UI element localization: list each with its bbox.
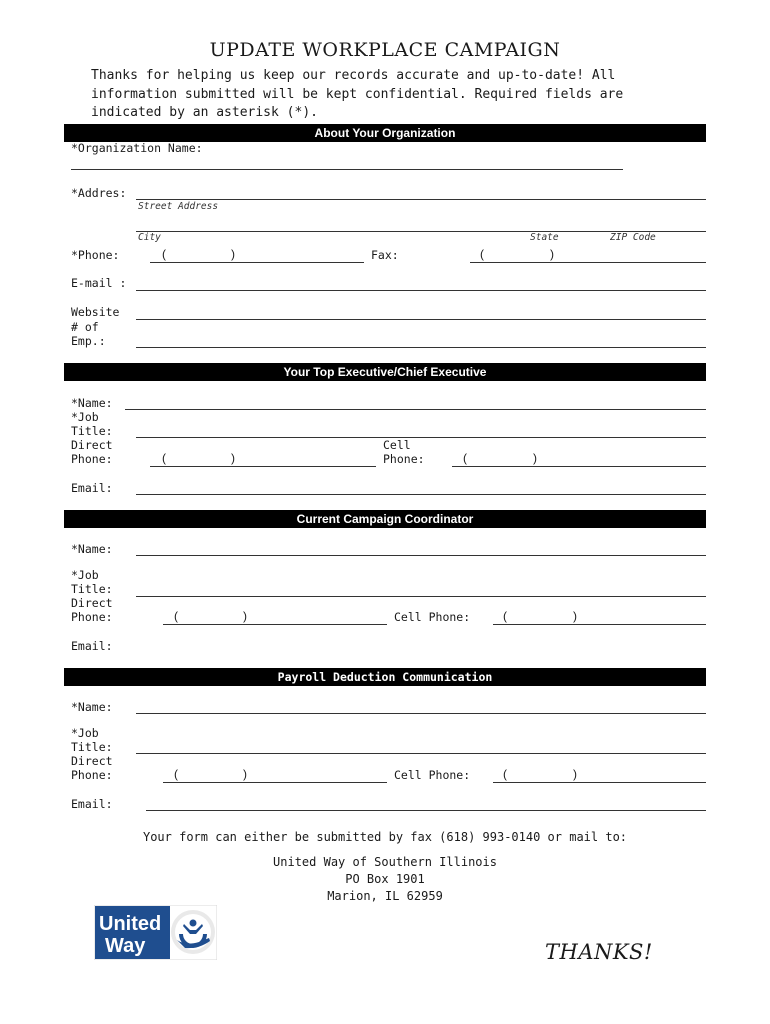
coordinator-direct-area-open: ( [174,609,178,623]
submission-instructions: Your form can either be submitted by fax (618) 993-0140 or mail to: [142,830,628,844]
section-header-payroll: Payroll Deduction Communication [64,668,706,686]
coordinator-name-label: *Name: [71,542,113,556]
exec-cell-phone-field[interactable] [452,466,706,467]
city-hint: City [138,232,161,243]
email-field[interactable] [136,290,706,291]
section-header-organization: About Your Organization [64,124,706,142]
employees-label: # of [71,320,99,334]
exec-direct-phone-field[interactable] [150,466,376,467]
coordinator-direct-phone-label: Direct [71,596,113,610]
coordinator-name-field[interactable] [136,555,706,556]
united-way-logo [94,905,217,960]
coordinator-job-title-label: *Job [71,568,99,582]
coordinator-direct-phone-field[interactable] [163,624,387,625]
intro-line: indicated by an asterisk (*). [91,105,318,120]
phone-area-close: ) [231,247,235,261]
intro-text [91,67,711,123]
exec-name-field[interactable] [125,409,706,410]
form-title: UPDATE WORKPLACE CAMPAIGN [209,39,561,61]
coordinator-direct-phone-label: Phone: [71,610,113,624]
organization-name-field[interactable] [71,169,623,170]
intro-line: information submitted will be kept confidential. Required fields are [91,86,624,102]
payroll-name-field[interactable] [136,713,706,714]
payroll-direct-phone-field[interactable] [163,782,387,783]
section-header-executive: Your Top Executive/Chief Executive [64,363,706,381]
fax-area-open: ( [480,247,484,261]
payroll-cell-phone-field[interactable] [493,782,706,783]
exec-direct-phone-label: Phone: [71,452,113,466]
fax-field[interactable] [470,262,706,263]
exec-job-title-label: *Job [71,410,99,424]
coordinator-cell-phone-field[interactable] [493,624,706,625]
website-field[interactable] [136,319,706,320]
street-address-field[interactable] [136,199,706,200]
exec-name-label: *Name: [71,396,113,410]
payroll-direct-area-close: ) [243,767,247,781]
phone-label: *Phone: [71,248,120,262]
website-label: Website [71,305,120,319]
logo-word-way: Way [105,935,146,957]
payroll-job-title-label: *Job [71,726,99,740]
phone-area-open: ( [162,247,166,261]
state-hint: State [530,232,559,243]
exec-direct-phone-label: Direct [71,438,113,452]
united-way-hand-icon [171,910,215,954]
coordinator-email-label: Email: [71,639,113,653]
exec-cell-area-close: ) [533,451,537,465]
employees-field[interactable] [136,347,706,348]
coordinator-direct-area-close: ) [243,609,247,623]
payroll-name-label: *Name: [71,700,113,714]
mailing-address-city: Marion, IL 62959 [327,889,443,903]
coordinator-cell-area-close: ) [573,609,577,623]
address-label: *Addres: [71,186,127,200]
exec-email-label: Email: [71,481,113,495]
coordinator-job-title-field[interactable] [136,596,706,597]
mailing-address-org: United Way of Southern Illinois [273,855,497,869]
phone-field[interactable] [150,262,364,263]
exec-direct-area-close: ) [231,451,235,465]
coordinator-cell-phone-label: Cell Phone: [394,610,471,624]
coordinator-job-title-label: Title: [71,582,113,596]
mailing-address-po-box: PO Box 1901 [345,872,425,886]
zip-hint: ZIP Code [610,232,656,243]
payroll-job-title-field[interactable] [136,753,706,754]
email-label: E-mail : [71,276,127,290]
payroll-cell-area-close: ) [573,767,577,781]
section-header-coordinator: Current Campaign Coordinator [64,510,706,528]
logo-word-united: United [99,913,162,935]
exec-cell-area-open: ( [463,451,467,465]
fax-area-close: ) [550,247,554,261]
payroll-direct-phone-label: Phone: [71,768,113,782]
payroll-job-title-label: Title: [71,740,113,754]
intro-line: Thanks for helping us keep our records accurate and up-to-date! All [91,68,616,83]
payroll-direct-area-open: ( [174,767,178,781]
united-way-logo-graphic [94,905,217,960]
payroll-cell-area-open: ( [503,767,507,781]
payroll-direct-phone-label: Direct [71,754,113,768]
payroll-email-field[interactable] [146,810,706,811]
street-address-hint: Street Address [138,201,219,212]
exec-cell-phone-label: Cell [383,438,411,452]
exec-cell-phone-label: Phone: [383,452,425,466]
thanks-signature: THANKS! [545,940,653,964]
payroll-email-label: Email: [71,797,113,811]
coordinator-cell-area-open: ( [503,609,507,623]
fax-label: Fax: [371,248,399,262]
exec-job-title-label: Title: [71,424,113,438]
exec-direct-area-open: ( [162,451,166,465]
exec-job-title-field[interactable] [136,437,706,438]
exec-email-field[interactable] [136,494,706,495]
employees-label: Emp.: [71,334,106,348]
payroll-cell-phone-label: Cell Phone: [394,768,471,782]
organization-name-label: *Organization Name: [71,141,203,155]
